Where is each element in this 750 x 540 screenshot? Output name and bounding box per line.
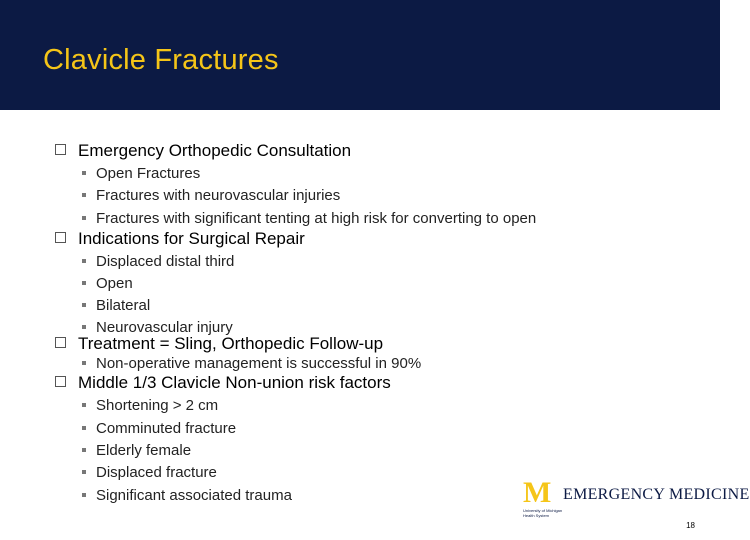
list-item (82, 420, 236, 437)
list-item (82, 397, 218, 414)
page-number: 18 (686, 521, 695, 530)
list-item (82, 442, 191, 459)
square-bullet-icon (82, 448, 86, 452)
list-item-text: Elderly female (96, 442, 192, 459)
list-item (82, 275, 133, 292)
list-item-text: Bilateral (96, 297, 151, 314)
section-heading (55, 334, 383, 354)
list-item (82, 210, 536, 227)
list-item (82, 165, 200, 182)
section-heading-text: Middle 1/3 Clavicle Non-union risk factors (78, 373, 391, 392)
square-bullet-icon (82, 193, 86, 197)
section-heading (55, 141, 351, 161)
section-heading (55, 229, 305, 249)
checkbox-bullet-icon (55, 337, 66, 348)
block-m-logo-icon: M (523, 476, 552, 509)
section-heading-text: Treatment = Sling, Orthopedic Follow-up (78, 334, 384, 353)
logo-subtext: University of Michigan Health System (523, 508, 563, 518)
emergency-medicine-logo (523, 476, 750, 518)
list-item (82, 253, 234, 270)
square-bullet-icon (82, 259, 86, 263)
square-bullet-icon (82, 171, 86, 175)
list-item-text: Non-operative management is successful in 90% (96, 355, 422, 372)
logo-text: EMERGENCY MEDICINE (563, 486, 750, 503)
section-heading (55, 373, 391, 393)
checkbox-bullet-icon (55, 376, 66, 387)
square-bullet-icon (82, 216, 86, 220)
list-item-text: Neurovascular injury (96, 319, 233, 336)
square-bullet-icon (82, 403, 86, 407)
list-item-text: Significant associated trauma (96, 487, 292, 504)
checkbox-bullet-icon (55, 232, 66, 243)
list-item-text: Displaced distal third (96, 253, 235, 270)
list-item-text: Open (96, 275, 133, 292)
section-heading-text: Indications for Surgical Repair (78, 229, 305, 248)
slide-header (0, 0, 720, 110)
square-bullet-icon (82, 281, 86, 285)
square-bullet-icon (82, 493, 86, 497)
square-bullet-icon (82, 361, 86, 365)
square-bullet-icon (82, 325, 86, 329)
checkbox-bullet-icon (55, 144, 66, 155)
list-item-text: Shortening > 2 cm (96, 397, 219, 414)
list-item-text: Fractures with neurovascular injuries (96, 187, 341, 204)
square-bullet-icon (82, 470, 86, 474)
list-item (82, 355, 421, 372)
square-bullet-icon (82, 303, 86, 307)
square-bullet-icon (82, 426, 86, 430)
list-item-text: Displaced fracture (96, 464, 217, 481)
list-item-text: Comminuted fracture (96, 420, 237, 437)
list-item (82, 487, 292, 504)
list-item (82, 297, 150, 314)
list-item (82, 464, 217, 481)
section-heading-text: Emergency Orthopedic Consultation (78, 141, 352, 160)
list-item-text: Open Fractures (96, 165, 201, 182)
slide-title: Clavicle Fractures (43, 44, 279, 76)
list-item (82, 187, 340, 204)
list-item-text: Fractures with significant tenting at high risk for converting to open (96, 210, 537, 227)
